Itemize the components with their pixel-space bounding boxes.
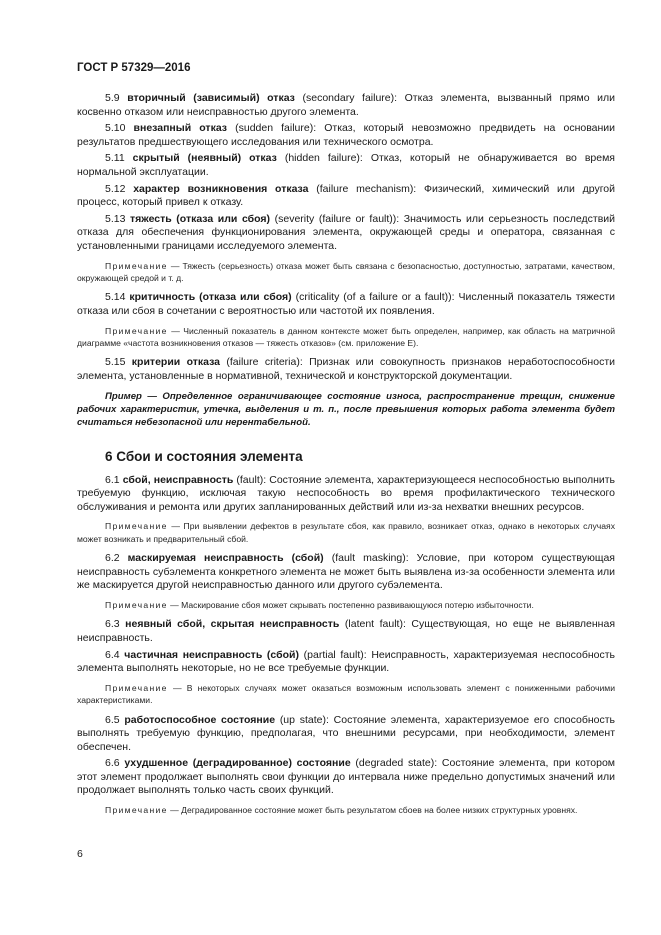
- term-6-1: 6.1 сбой, неисправность (fault): Состояние элемента, характеризующееся неспособностью выполнить требуемую функцию, исключая такую неспособность во время профилактического технического обслуживания и ремонта или других запланированных действий или из-за нехватки внешних ресурсов.: [77, 473, 616, 513]
- term-5-14: 5.14 критичность (отказа или сбоя) (criticality (of a failure or a fault)): Численный показатель тяжести отказа или сбоя в сочетании с вероятностью или частотой их появления.: [77, 291, 615, 317]
- note-6-2: Примечание — Маскирование сбоя может скрывать постепенно развивающуюся потерю избыточности.: [105, 599, 534, 610]
- section-6-heading: 6 Сбои и состояния элемента: [105, 448, 303, 464]
- term-6-5: 6.5 работоспособное состояние (up state): Состояние элемента, характеризуемое его способность выполнять требуемую функцию, предполагая, что внешними ресурсами, при необходимости, элемент обеспечен.: [77, 713, 616, 753]
- document-id: ГОСТ Р 57329—2016: [77, 62, 191, 74]
- term-5-12: 5.12 характер возникновения отказа (failure mechanism): Физический, химический или другой процесс, который привел к отказу.: [77, 182, 615, 209]
- term-5-15: 5.15 критерии отказа (failure criteria): Признак или совокупность признаков неработоспособности элемента, установленные в нормативной, технической и конструкторской документации.: [77, 356, 615, 382]
- term-6-2: 6.2 маскируемая неисправность (сбой) (fault masking): Условие, при котором существующая неисправность субэлемента конкретного элемента не может быть выявлена из-за особенности элемента или же маскируется другой неисправностью данного или другого субэлемента.: [77, 552, 615, 592]
- note-5-13: Примечание — Тяжесть (серьезность) отказа может быть связана с безопасностью, доступностью, затратами, качеством, окружающей средой и т. д.: [77, 260, 615, 283]
- term-5-9: 5.9 вторичный (зависимый) отказ (secondary failure): Отказ элемента, вызванный прямо или косвенно отказом или неисправностью другого элемента.: [77, 92, 615, 118]
- term-5-11: 5.11 скрытый (неявный) отказ (hidden failure): Отказ, который не обнаруживается во время нормальной эксплуатации.: [77, 152, 615, 178]
- note-5-14: Примечание — Численный показатель в данном контексте может быть определен, например, как область на матричной диаграмме «частота возникновения отказов — тяжесть отказов» (см. приложение Е).: [77, 325, 615, 348]
- term-5-10: 5.10 внезапный отказ (sudden failure): Отказ, который невозможно предвидеть на основании результатов предшествующего исследования или технического осмотра.: [77, 122, 616, 148]
- term-6-3: 6.3 неявный сбой, скрытая неисправность (latent fault): Существующая, но еще не выявленная неисправность.: [77, 618, 616, 644]
- page-number: 6: [77, 848, 83, 860]
- term-6-6: 6.6 ухудшенное (деградированное) состояние (degraded state): Состояние элемента, при котором этот элемент продолжает выполнять свои функции до интервала ниже предельно допустимых значений или продолжает выполнять только часть своих функций.: [77, 757, 616, 797]
- note-6-4: Примечание — В некоторых случаях может оказаться возможным использовать элемент с пониженными рабочими характеристиками.: [77, 682, 615, 706]
- note-6-6: Примечание — Деградированное состояние может быть результатом сбоев на более низких структурных уровнях.: [105, 805, 578, 816]
- page-content: [77, 92, 615, 823]
- note-6-1: Примечание — При выявлении дефектов в результате сбоя, как правило, возникает отказ, однако в некоторых случаях может возникать и предварительный сбой.: [77, 521, 615, 544]
- term-5-13: 5.13 тяжесть (отказа или сбоя) (severity (failure or fault)): Значимость или серьезность последствий отказа для обеспечения функционирования элемента, окружающей среды и оператора, связанная с установленными границами исследуемого элемента.: [77, 212, 616, 252]
- term-6-4: 6.4 частичная неисправность (сбой) (partial fault): Неисправность, характеризуемая неспособность элемента выполнять некоторые, но не все требуемые функции.: [77, 648, 615, 675]
- example-5-15: Пример — Определенное ограничивающее состояние износа, распространение трещин, снижение рабочих характеристик, утечка, выделения и т. п., после превышения которых работа элемента будет считаться небезопасной или нерентабельной.: [77, 390, 615, 428]
